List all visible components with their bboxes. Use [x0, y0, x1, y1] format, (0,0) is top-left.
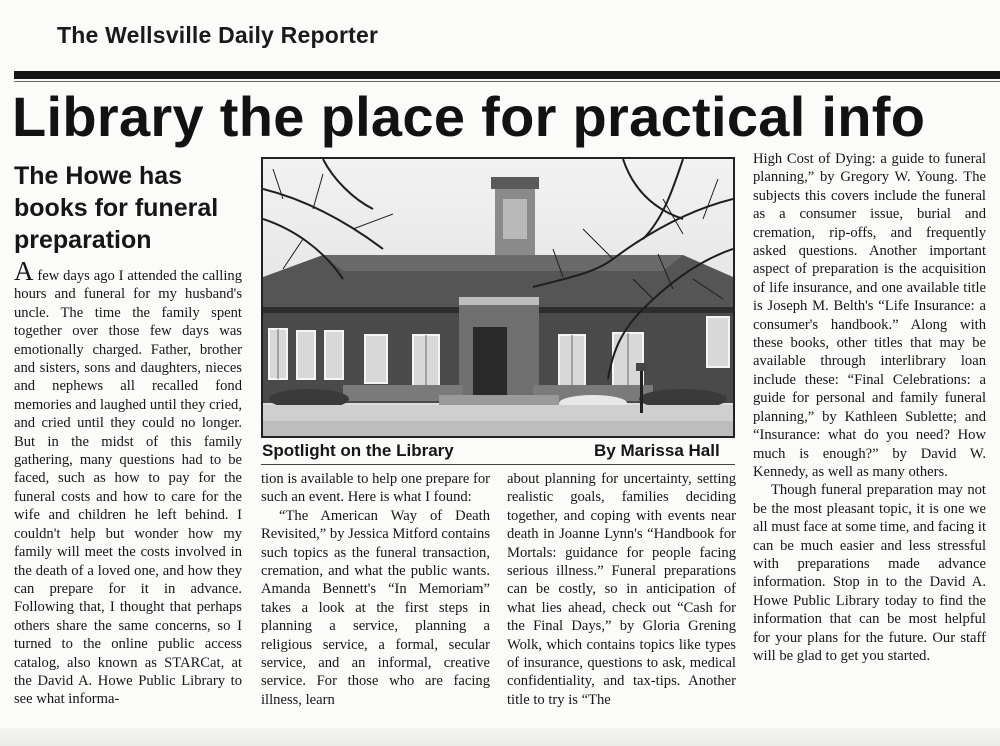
page-edge [0, 728, 1000, 746]
caption-rule [261, 464, 735, 465]
column-4-paragraph-2: Though funeral preparation may not be the most pleasant topic, it is one we all must face at some time, and facing it can be much easier and less stressful with preparations made advance information. Stop in to the David A. Howe Public Library today to find the information that can be most helpful for your plans for the future. Our staff will be glad to get you started. [753, 482, 987, 664]
article-column-1 [14, 256, 242, 709]
masthead-rule [14, 71, 1000, 79]
column-4-paragraph-1: High Cost of Dying: a guide to funeral planning,” by Gregory W. Young. The subjects this covers include the funeral as a consumer issue, burial and cremation, rip-offs, and frequently asked questions. Another important aspect of preparation is the acquisition of life insurance, and one available title is Joseph M. Belth's “Life Insurance: a consumer's handbook.” Along with these books, other titles that may be available through interlibrary loan include these: “Final Celebrations: a guide for personal and family funeral planning,” by Kathleen Sublette; and “Insurance: what do you need? How much is enough?” by David W. Kennedy, as well as many others. [753, 151, 986, 480]
photo-caption: Spotlight on the Library [262, 441, 454, 460]
column-3-text: about planning for uncertainty, setting realistic goals, families deciding together, and coping with events near death in Joanne Lynn's “Handbook for Mortals: guidance for people facing serious illness.” Funeral preparations can be costly, so in anticipation of what lies ahead, check out “Cash for the Final Days,” by Gloria Grening Wolk, which contains topics like types of insurance, questions to ask, medical confidentiality, and tax-tips. Another title to try is “The [507, 471, 736, 708]
headline: Library the place for practical info [12, 85, 926, 148]
article-column-2 [261, 470, 490, 709]
library-photo [261, 157, 735, 438]
subheadline: The Howe has books for funeral preparation [14, 162, 219, 254]
article-column-3 [507, 470, 736, 709]
newspaper-masthead: The Wellsville Daily Reporter [57, 22, 379, 48]
column-1-text: few days ago I attended the calling hours and funeral for my husband's uncle. The time the family spent together over those few days was emotionally charged. Father, brother and sisters, sons and daughters, nieces and nephews all recalled fond memories and laughed until they cried, and cried until they could no longer. But in the midst of this family gathering, many questions had to be faced, such as how to pay for the funeral costs and how to care for the wife and children he left behind. I couldn't help but wonder how my family will meet the costs involved in the death of a loved one, and how they can prepare for it in advance. Following that, I thought that perhaps others share the same concerns, so I turned to the online public access catalog, also known as STARCat, at the David A. Howe Public Library to see what informa- [14, 268, 242, 708]
byline: By Marissa Hall [594, 441, 720, 460]
masthead-rule-thin [14, 81, 1000, 82]
article-column-4 [753, 150, 986, 665]
drop-cap: A [14, 256, 34, 286]
library-building-image [263, 159, 733, 436]
column-2-paragraph-1: tion is available to help one prepare for such an event. Here is what I found: [261, 471, 490, 506]
column-2-paragraph-2: “The American Way of Death Revisited,” by Jessica Mitford contains such topics as the funeral transaction, cremation, and what the public wants. Amanda Bennett's “In Memoriam” takes a look at the first steps in planning a service, planning a religious service, a formal, secular service, and an informal, creative service. For those who are facing illness, learn [261, 507, 490, 708]
